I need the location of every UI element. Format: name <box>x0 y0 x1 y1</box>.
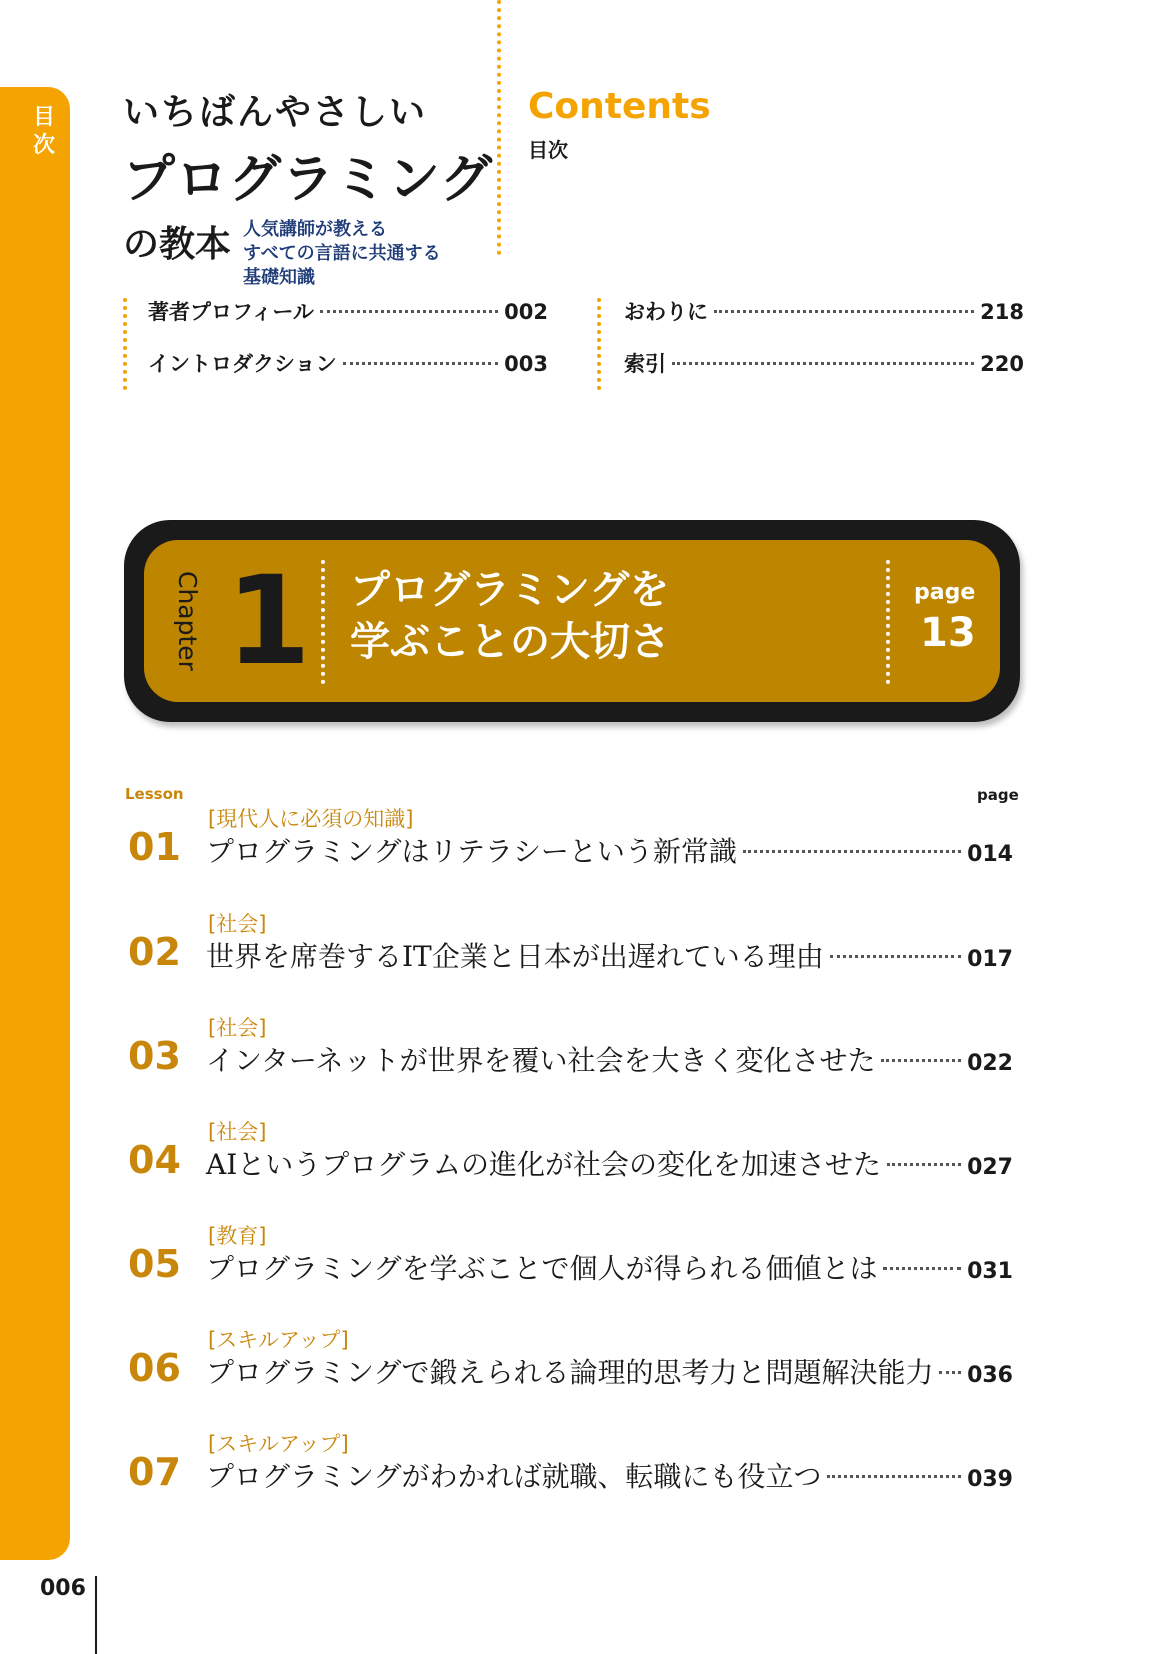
toc-entry-title: おわりに <box>624 300 708 324</box>
contents-subheading: 目次 <box>528 138 568 162</box>
dot-leader <box>883 1267 961 1270</box>
subtitle-line: 基礎知識 <box>243 267 316 288</box>
lesson-number: 03 <box>128 1034 181 1078</box>
side-tab-label: 目次 <box>32 105 55 158</box>
lesson-page: 036 <box>967 1363 1013 1388</box>
lesson-category: [社会] <box>208 1016 267 1040</box>
toc-entry-title: 著者プロフィール <box>148 300 314 324</box>
chapter-number: 1 <box>226 550 311 692</box>
lesson-number: 06 <box>128 1346 181 1390</box>
lesson-title: AIというプログラムの進化が社会の変化を加速させた <box>206 1148 882 1181</box>
lesson-page: 014 <box>967 842 1013 867</box>
toc-entry-title: イントロダクション <box>148 352 337 376</box>
dot-leader <box>827 1475 961 1478</box>
dot-leader <box>830 955 961 958</box>
lesson-entry[interactable] <box>0 908 1165 998</box>
front-matter-left <box>148 296 548 400</box>
chapter-divider <box>886 560 890 684</box>
lesson-number: 05 <box>128 1242 181 1286</box>
lesson-title: プログラミングはリテラシーという新常識 <box>206 835 737 868</box>
chapter-title-line: プログラミングを <box>350 567 670 613</box>
chapter-banner-inner <box>144 540 1000 702</box>
lesson-entry[interactable] <box>0 1220 1165 1310</box>
lesson-category: [社会] <box>208 1120 267 1144</box>
subtitle-line: 人気講師が教える <box>243 219 388 240</box>
lesson-entry[interactable] <box>0 803 1165 893</box>
dot-leader <box>320 310 498 313</box>
lesson-category: [現代人に必須の知識] <box>208 807 414 831</box>
page-column-label: page <box>977 786 1019 804</box>
page-folio: 006 <box>40 1576 86 1601</box>
book-title-line1: いちばんやさしい <box>123 92 428 133</box>
book-title <box>123 84 493 290</box>
lesson-line <box>206 1351 1013 1391</box>
lesson-line <box>206 935 1013 975</box>
dot-leader <box>714 310 974 313</box>
toc-entry-page: 003 <box>504 352 548 376</box>
lesson-number: 02 <box>128 930 181 974</box>
chapter-banner[interactable] <box>124 520 1020 722</box>
contents-heading: Contents <box>528 86 711 127</box>
front-left-divider <box>123 298 127 390</box>
dot-leader <box>887 1163 961 1166</box>
lesson-line <box>206 1039 1013 1079</box>
chapter-page-number: 13 <box>920 610 976 656</box>
lesson-line <box>206 1455 1013 1495</box>
folio-rule <box>95 1576 97 1654</box>
toc-entry-page: 220 <box>980 352 1024 376</box>
lesson-number: 01 <box>128 825 181 869</box>
lesson-category: [教育] <box>208 1224 267 1248</box>
chapter-divider <box>321 560 325 684</box>
subtitle-line: すべての言語に共通する <box>243 243 441 264</box>
lesson-title: プログラミングがわかれば就職、転職にも役立つ <box>206 1460 822 1493</box>
lesson-title: プログラミングで鍛えられる論理的思考力と問題解決能力 <box>206 1356 934 1389</box>
toc-entry-title: 索引 <box>624 352 666 376</box>
book-title-line3-row <box>123 216 493 290</box>
lesson-number: 04 <box>128 1138 181 1182</box>
lesson-line <box>206 1143 1013 1183</box>
lesson-entry[interactable] <box>0 1428 1165 1518</box>
lesson-category: [社会] <box>208 912 267 936</box>
book-title-line3: の教本 <box>123 224 232 265</box>
lesson-category: [スキルアップ] <box>208 1328 349 1352</box>
book-title-line2: プログラミング <box>123 150 493 210</box>
header-divider <box>497 0 501 255</box>
lesson-entry[interactable] <box>0 1012 1165 1102</box>
toc-entry[interactable] <box>148 348 548 400</box>
lesson-page: 022 <box>967 1051 1013 1076</box>
front-right-divider <box>597 298 601 390</box>
lesson-page: 027 <box>967 1155 1013 1180</box>
chapter-word: Chapter <box>173 571 202 671</box>
lesson-page: 031 <box>967 1259 1013 1284</box>
toc-entry-page: 002 <box>504 300 548 324</box>
chapter-title-line: 学ぶことの大切さ <box>350 619 670 665</box>
lesson-entry[interactable] <box>0 1116 1165 1206</box>
dot-leader <box>672 362 974 365</box>
dot-leader <box>881 1059 961 1062</box>
book-subtitle <box>243 218 441 290</box>
lesson-page: 017 <box>967 947 1013 972</box>
front-matter-right <box>624 296 1024 400</box>
toc-entry[interactable] <box>624 348 1024 400</box>
lesson-title: 世界を席巻するIT企業と日本が出遅れている理由 <box>206 940 824 973</box>
lesson-title: プログラミングを学ぶことで個人が得られる価値とは <box>206 1252 878 1285</box>
dot-leader <box>343 362 499 365</box>
lesson-number: 07 <box>128 1450 181 1494</box>
lesson-category: [スキルアップ] <box>208 1432 349 1456</box>
lesson-line <box>206 830 1013 870</box>
toc-entry-page: 218 <box>980 300 1024 324</box>
toc-entry[interactable] <box>624 296 1024 348</box>
lesson-title: インターネットが世界を覆い社会を大きく変化させた <box>206 1044 876 1077</box>
lesson-line <box>206 1247 1013 1287</box>
chapter-title <box>350 564 670 668</box>
lesson-entry[interactable] <box>0 1324 1165 1414</box>
dot-leader <box>743 850 961 853</box>
chapter-page-label: page <box>914 580 976 605</box>
toc-entry[interactable] <box>148 296 548 348</box>
lesson-column-label: Lesson <box>125 785 184 803</box>
lesson-page: 039 <box>967 1467 1013 1492</box>
dot-leader <box>939 1371 961 1374</box>
